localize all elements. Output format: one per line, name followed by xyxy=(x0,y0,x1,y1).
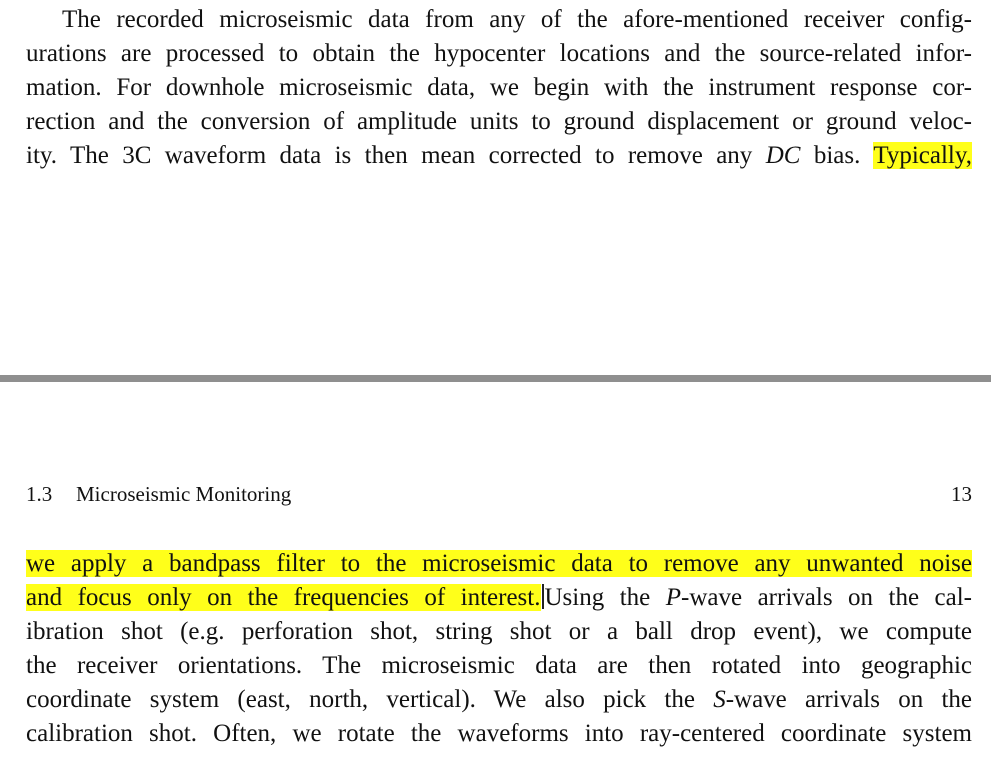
page-divider xyxy=(0,375,991,382)
paragraph-line: rection and the conversion of amplitude units to ground displacement or ground veloc- xyxy=(26,108,972,135)
paragraph-line: The recorded microseismic data from any of the afore-mentioned receiver config- xyxy=(62,6,972,33)
paragraph-line: urations are processed to obtain the hypocenter locations and the source-related infor- xyxy=(26,40,972,67)
paragraph-line: mation. For downhole microseismic data, we begin with the instrument response cor- xyxy=(26,74,972,101)
line-text: -wave arrivals on the xyxy=(725,686,972,713)
paragraph-line: the receiver orientations. The microseismic data are then rotated into geographic xyxy=(26,652,972,679)
italic-term: P xyxy=(665,584,682,611)
line-text: bias. xyxy=(800,142,874,169)
paragraph-line xyxy=(26,547,972,581)
italic-term: DC xyxy=(765,142,801,169)
paragraph-line: calibration shot. Often, we rotate the waveforms into ray-centered coordinate system xyxy=(26,720,972,747)
line-text: Using the xyxy=(544,584,666,611)
running-head xyxy=(26,479,972,509)
line-text: -wave arrivals on the cal- xyxy=(681,584,973,611)
italic-term: S xyxy=(713,686,726,713)
bottom-page-fragment xyxy=(0,382,991,760)
text-cursor xyxy=(542,584,544,609)
page-number: 13 xyxy=(951,482,972,506)
line-text: ity. The 3C waveform data is then mean corrected to remove any xyxy=(26,142,766,169)
paragraph-line xyxy=(26,683,972,717)
highlighted-text[interactable]: Typically, xyxy=(873,142,972,169)
paragraph-line: ibration shot (e.g. perforation shot, string shot or a ball drop event), we compute xyxy=(26,618,972,645)
highlighted-text[interactable]: and focus only on the frequencies of interest. xyxy=(26,584,541,611)
top-page-fragment xyxy=(0,0,991,375)
paragraph-line xyxy=(26,581,972,615)
line-text: coordinate system (east, north, vertical). We also pick the xyxy=(26,686,714,713)
paragraph-line xyxy=(26,139,972,173)
section-title: Microseismic Monitoring xyxy=(76,482,292,506)
highlighted-text[interactable]: we apply a bandpass filter to the microseismic data to remove any unwanted noise xyxy=(26,550,972,577)
section-number: 1.3 xyxy=(26,482,53,506)
